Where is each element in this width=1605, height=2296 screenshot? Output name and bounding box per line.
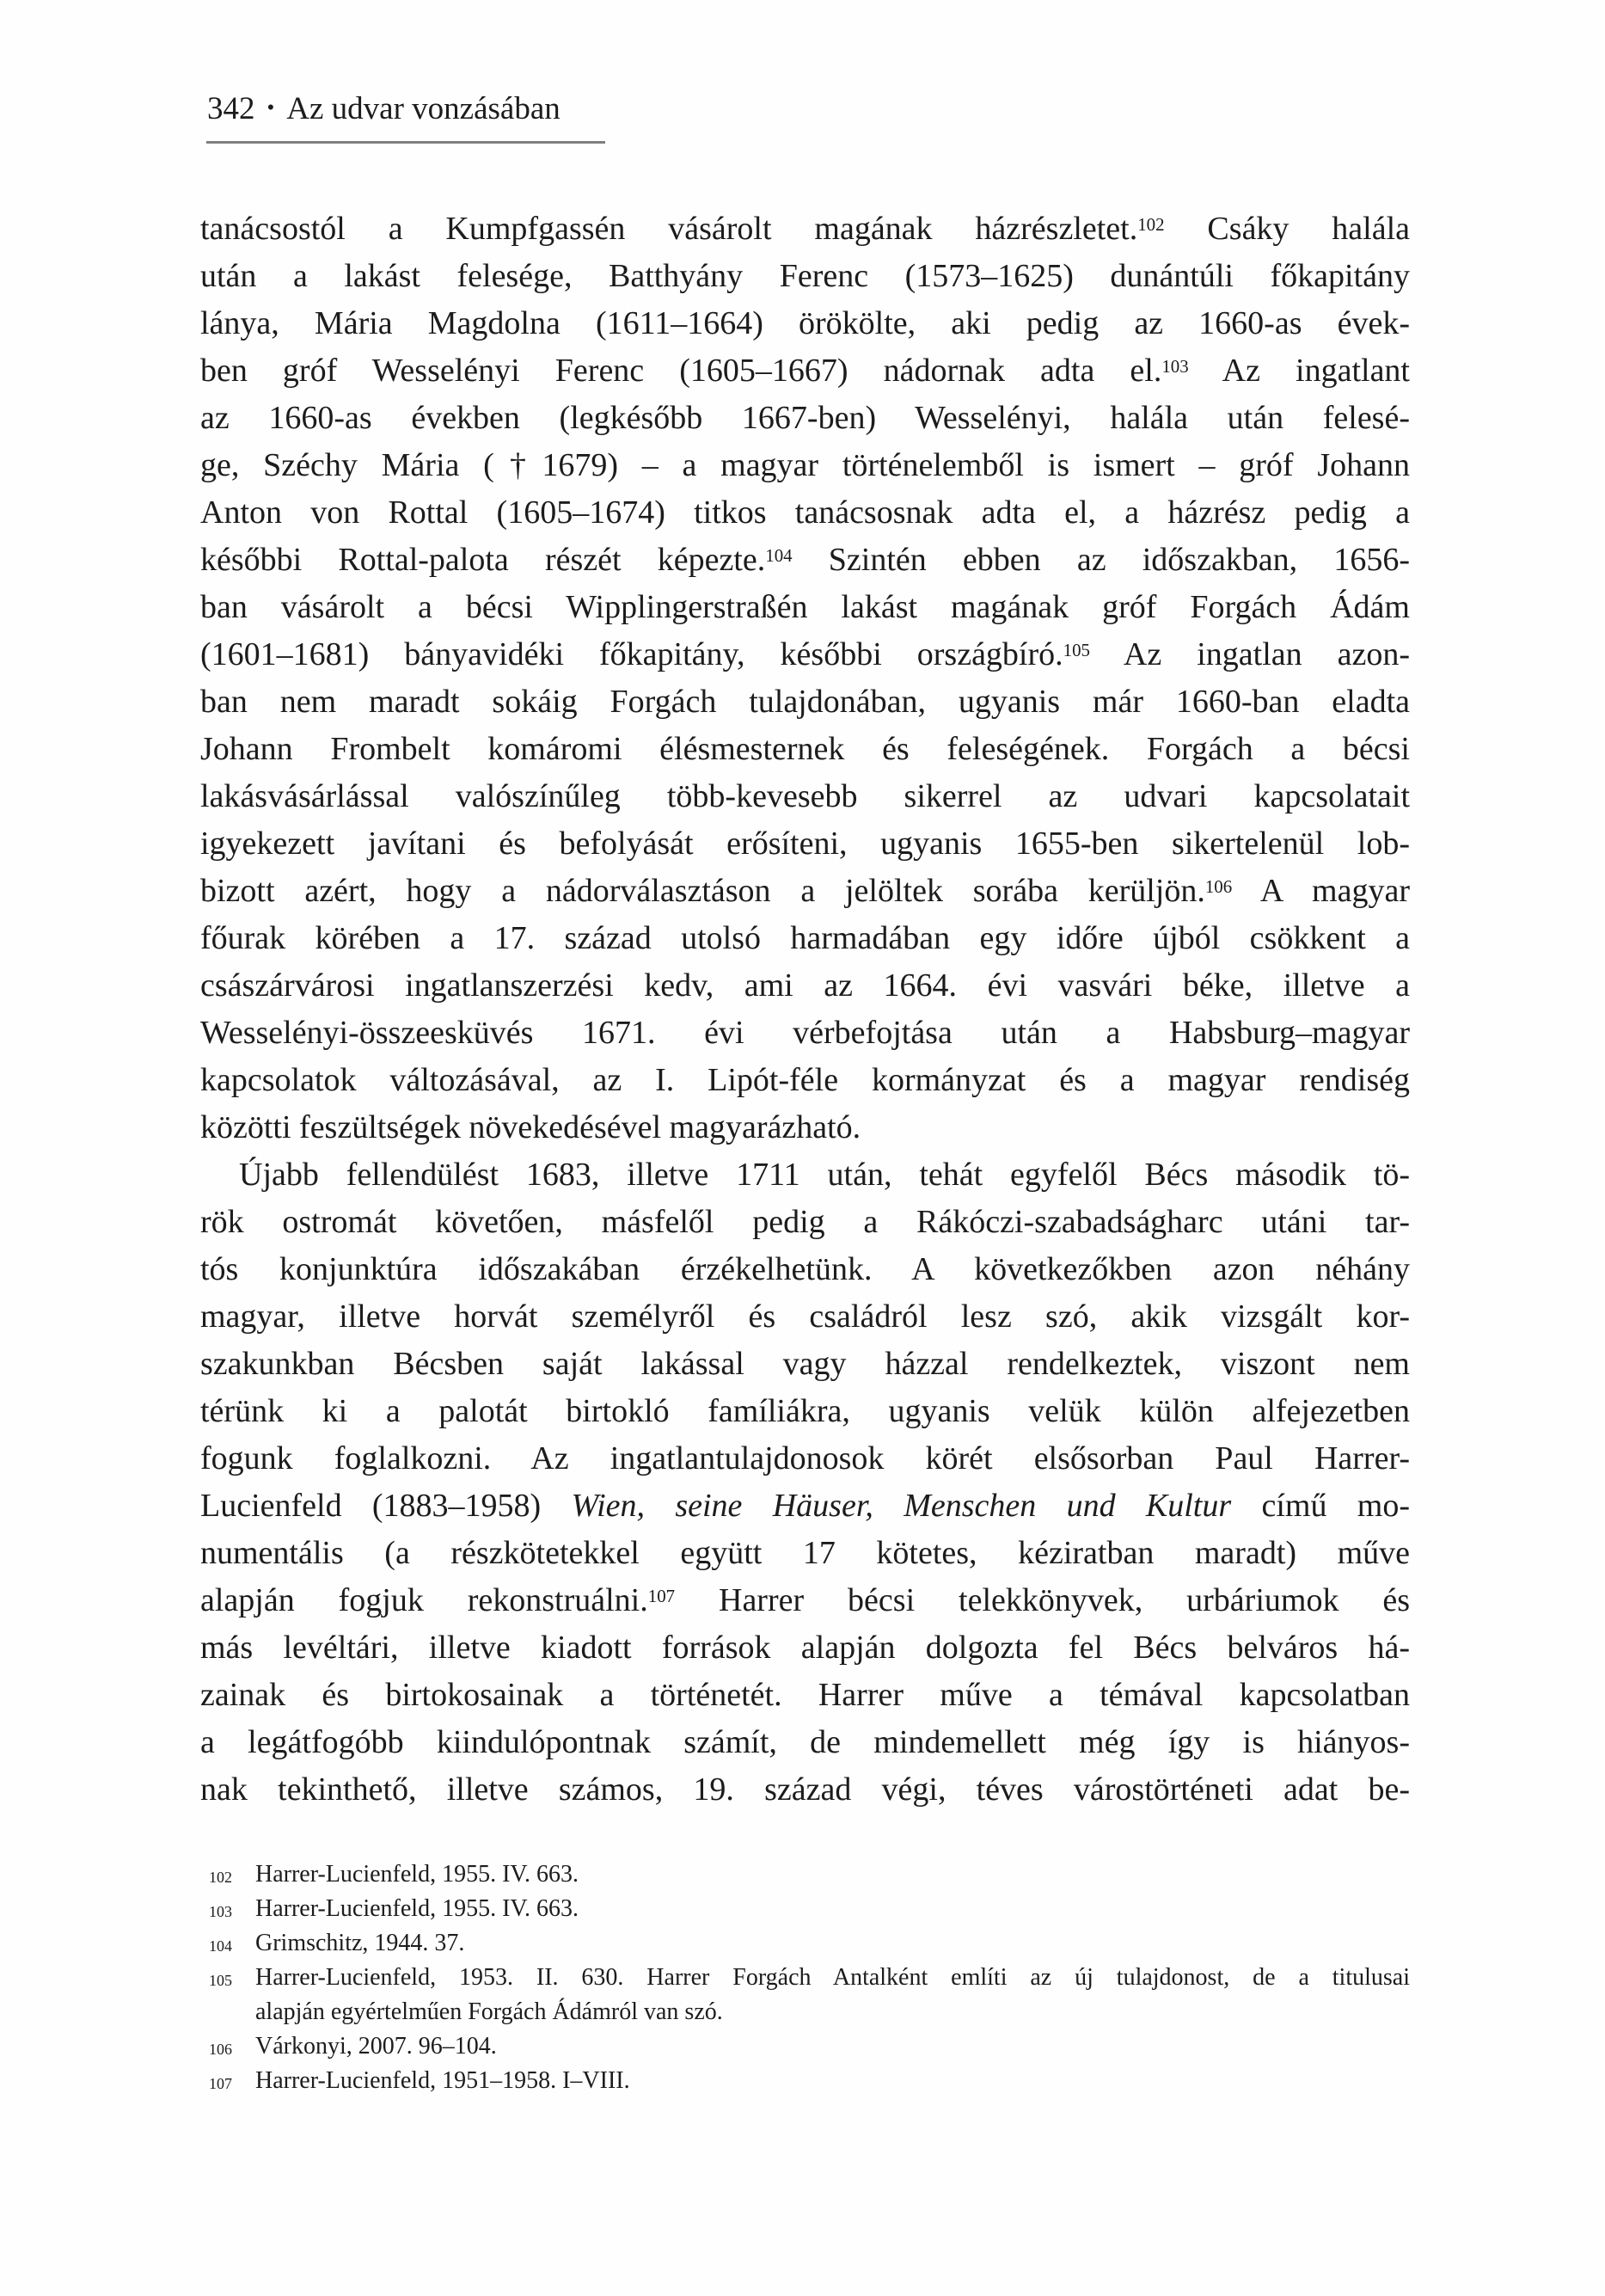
footnote-ref: 102 — [1137, 213, 1165, 235]
text-line — [200, 347, 1410, 395]
footnote-text: Harrer-Lucienfeld, 1955. IV. 663. — [255, 1861, 579, 1888]
footnote-number: 102 — [209, 1869, 232, 1886]
paragraph — [200, 206, 1410, 1151]
text-run: fogunk foglalkozni. Az ingatlantulajdonosok körét elsősorban Paul Harrer- — [200, 1440, 1410, 1476]
footnote — [200, 2029, 1410, 2064]
footnote-number: 104 — [209, 1937, 232, 1955]
footnote — [200, 1926, 1410, 1961]
text-line — [200, 1435, 1410, 1483]
paragraph — [200, 1151, 1410, 1814]
chapter-title: Az udvar vonzásában — [286, 91, 561, 126]
text-run: császárvárosi ingatlanszerzési kedv, ami az 1664. évi vasvári béke, illetve a — [200, 967, 1410, 1004]
text-run: Csáky halála — [1164, 211, 1411, 247]
text-run: zainak és birtokosainak a történetét. Harrer műve a témával kapcsolatban — [200, 1677, 1410, 1713]
text-run: kapcsolatok változásával, az I. Lipót-féle kormányzat és a magyar rendiség — [200, 1062, 1410, 1098]
footnote-ref: 105 — [1063, 639, 1090, 660]
text-run: numentális (a részkötetekkel együtt 17 kötetes, kéziratban maradt) műve — [200, 1535, 1410, 1571]
text-line — [200, 395, 1410, 442]
text-line — [200, 631, 1410, 678]
footnote — [200, 1892, 1410, 1926]
text-run: Újabb fellendülést 1683, illetve 1711 után, tehát egyfelől Bécs második tö- — [239, 1157, 1410, 1193]
text-run: más levéltári, illetve kiadott források alapján dolgozta fel Bécs belváros há- — [200, 1630, 1410, 1666]
text-run: című mo- — [1231, 1488, 1410, 1524]
text-line — [200, 868, 1410, 915]
text-line — [200, 1151, 1410, 1199]
text-line — [200, 773, 1410, 820]
page-number: 342 — [207, 91, 255, 126]
text-run: Johann Frombelt komáromi élésmesternek és feleségének. Forgách a bécsi — [200, 731, 1410, 767]
text-line — [200, 1246, 1410, 1293]
text-run: Anton von Rottal (1605–1674) titkos tanácsosnak adta el, a házrész pedig a — [200, 494, 1410, 531]
text-run: Az ingatlant — [1188, 353, 1410, 389]
text-run: Lucienfeld (1883–1958) — [200, 1488, 572, 1524]
text-line — [200, 1199, 1410, 1246]
footnote — [200, 2064, 1410, 2098]
text-run: Wesselényi-összeesküvés 1671. évi vérbefojtása után a Habsburg–magyar — [200, 1015, 1410, 1051]
footnote-ref: 104 — [765, 544, 793, 566]
footnote-number: 107 — [209, 2075, 232, 2092]
text-run: későbbi Rottal-palota részét képezte. — [200, 542, 766, 578]
footnote — [200, 1961, 1410, 2029]
text-run: Harrer bécsi telekkönyvek, urbáriumok és — [675, 1582, 1410, 1618]
text-line — [200, 1010, 1410, 1057]
text-run: főurak körében a 17. század utolsó harmadában egy időre újból csökkent a — [200, 920, 1410, 956]
text-line — [200, 1577, 1410, 1624]
text-run: nak tekinthető, illetve számos, 19. század végi, téves várostörténeti adat be- — [200, 1771, 1410, 1808]
footnote-text: Várkonyi, 2007. 96–104. — [255, 2033, 497, 2060]
bullet-separator-icon: • — [266, 96, 275, 120]
text-run: tós konjunktúra időszakában érzékelhetünk. A következőkben azon néhány — [200, 1251, 1410, 1287]
text-line — [200, 537, 1410, 584]
text-line — [200, 1672, 1410, 1719]
text-line — [200, 253, 1410, 300]
footnote-text: alapján egyértelműen Forgách Ádámról van szó. — [255, 1998, 723, 2025]
footnote-text: Harrer-Lucienfeld, 1953. II. 630. Harrer Forgách Antalként említi az új tulajdonost, de a titulusai — [255, 1964, 1410, 1991]
text-run: tanácsostól a Kumpfgassén vásárolt magának házrészletet. — [200, 211, 1138, 247]
text-run: magyar, illetve horvát személyről és családról lesz szó, akik vizsgált kor- — [200, 1298, 1410, 1335]
header-rule — [206, 141, 605, 144]
text-run: ge, Széchy Mária (†1679) – a magyar történelemből is ismert – gróf Johann — [200, 447, 1410, 483]
text-line — [200, 489, 1410, 537]
text-run: után a lakást felesége, Batthyány Ferenc (1573–1625) dunántúli főkapitány — [200, 258, 1410, 294]
footnote-ref: 103 — [1161, 355, 1189, 377]
footnote-number: 103 — [209, 1903, 232, 1920]
footnote-text: Grimschitz, 1944. 37. — [255, 1930, 465, 1956]
text-run: közötti feszültségek növekedésével magyarázható. — [200, 1109, 861, 1145]
text-line — [200, 1104, 1410, 1151]
text-run: rök ostromát követően, másfelől pedig a Rákóczi-szabadságharc utáni tar- — [200, 1204, 1410, 1240]
text-run: bizott azért, hogy a nádorválasztáson a jelöltek sorába kerüljön. — [200, 873, 1205, 909]
text-run: szakunkban Bécsben saját lakással vagy házzal rendelkeztek, viszont nem — [200, 1346, 1410, 1382]
footnote-number: 105 — [209, 1972, 232, 1989]
footnote — [200, 1857, 1410, 1892]
text-line — [200, 1341, 1410, 1388]
text-run: ban vásárolt a bécsi Wipplingerstraßén lakást magának gróf Forgách Ádám — [200, 589, 1410, 625]
text-run: igyekezett javítani és befolyását erősíteni, ugyanis 1655-ben sikertelenül lob- — [200, 826, 1410, 862]
footnotes-section — [200, 1857, 1410, 2098]
text-run: ben gróf Wesselényi Ferenc (1605–1667) nádornak adta el. — [200, 353, 1162, 389]
footnote-text: Harrer-Lucienfeld, 1955. IV. 663. — [255, 1895, 579, 1922]
footnote-number: 106 — [209, 2041, 232, 2058]
text-run: lánya, Mária Magdolna (1611–1664) örökölte, aki pedig az 1660-as évek- — [200, 305, 1410, 341]
text-run: az 1660-as években (legkésőbb 1667-ben) Wesselényi, halála után felesé- — [200, 400, 1410, 436]
text-line — [200, 442, 1410, 489]
text-line — [200, 584, 1410, 631]
text-run: alapján fogjuk rekonstruálni. — [200, 1582, 648, 1618]
text-line — [200, 1388, 1410, 1435]
text-line — [200, 962, 1410, 1010]
footnote-text: Harrer-Lucienfeld, 1951–1958. I–VIII. — [255, 2067, 630, 2094]
text-line — [200, 820, 1410, 868]
running-header — [207, 89, 561, 132]
text-line — [200, 1530, 1410, 1577]
text-line — [200, 1057, 1410, 1104]
body-text — [200, 206, 1410, 1814]
text-run: lakásvásárlással valószínűleg több-kevesebb sikerrel az udvari kapcsolatait — [200, 778, 1410, 814]
text-run: Szintén ebben az időszakban, 1656- — [792, 542, 1410, 578]
text-run: térünk ki a palotát birtokló famíliákra, ugyanis velük külön alfejezetben — [200, 1393, 1410, 1429]
text-run: Az ingatlan azon- — [1090, 636, 1410, 672]
text-line — [200, 915, 1410, 962]
text-line — [200, 1719, 1410, 1766]
text-run: ban nem maradt sokáig Forgách tulajdonában, ugyanis már 1660-ban eladta — [200, 684, 1410, 720]
text-run: A magyar — [1232, 873, 1410, 909]
text-line — [200, 1293, 1410, 1341]
text-line — [200, 300, 1410, 347]
text-line — [200, 1624, 1410, 1672]
text-line — [200, 206, 1410, 253]
footnote-ref: 106 — [1204, 875, 1233, 897]
italic-text: Wien, seine Häuser, Menschen und Kultur — [571, 1488, 1232, 1524]
text-line — [200, 678, 1410, 726]
text-run: (1601–1681) bányavidéki főkapitány, későbbi országbíró. — [200, 636, 1063, 672]
text-line — [200, 1483, 1410, 1530]
footnote-ref: 107 — [647, 1585, 676, 1606]
text-run: a legátfogóbb kiindulópontnak számít, de mindemellett még így is hiányos- — [200, 1724, 1410, 1760]
text-line — [200, 1766, 1410, 1814]
text-line — [200, 726, 1410, 773]
